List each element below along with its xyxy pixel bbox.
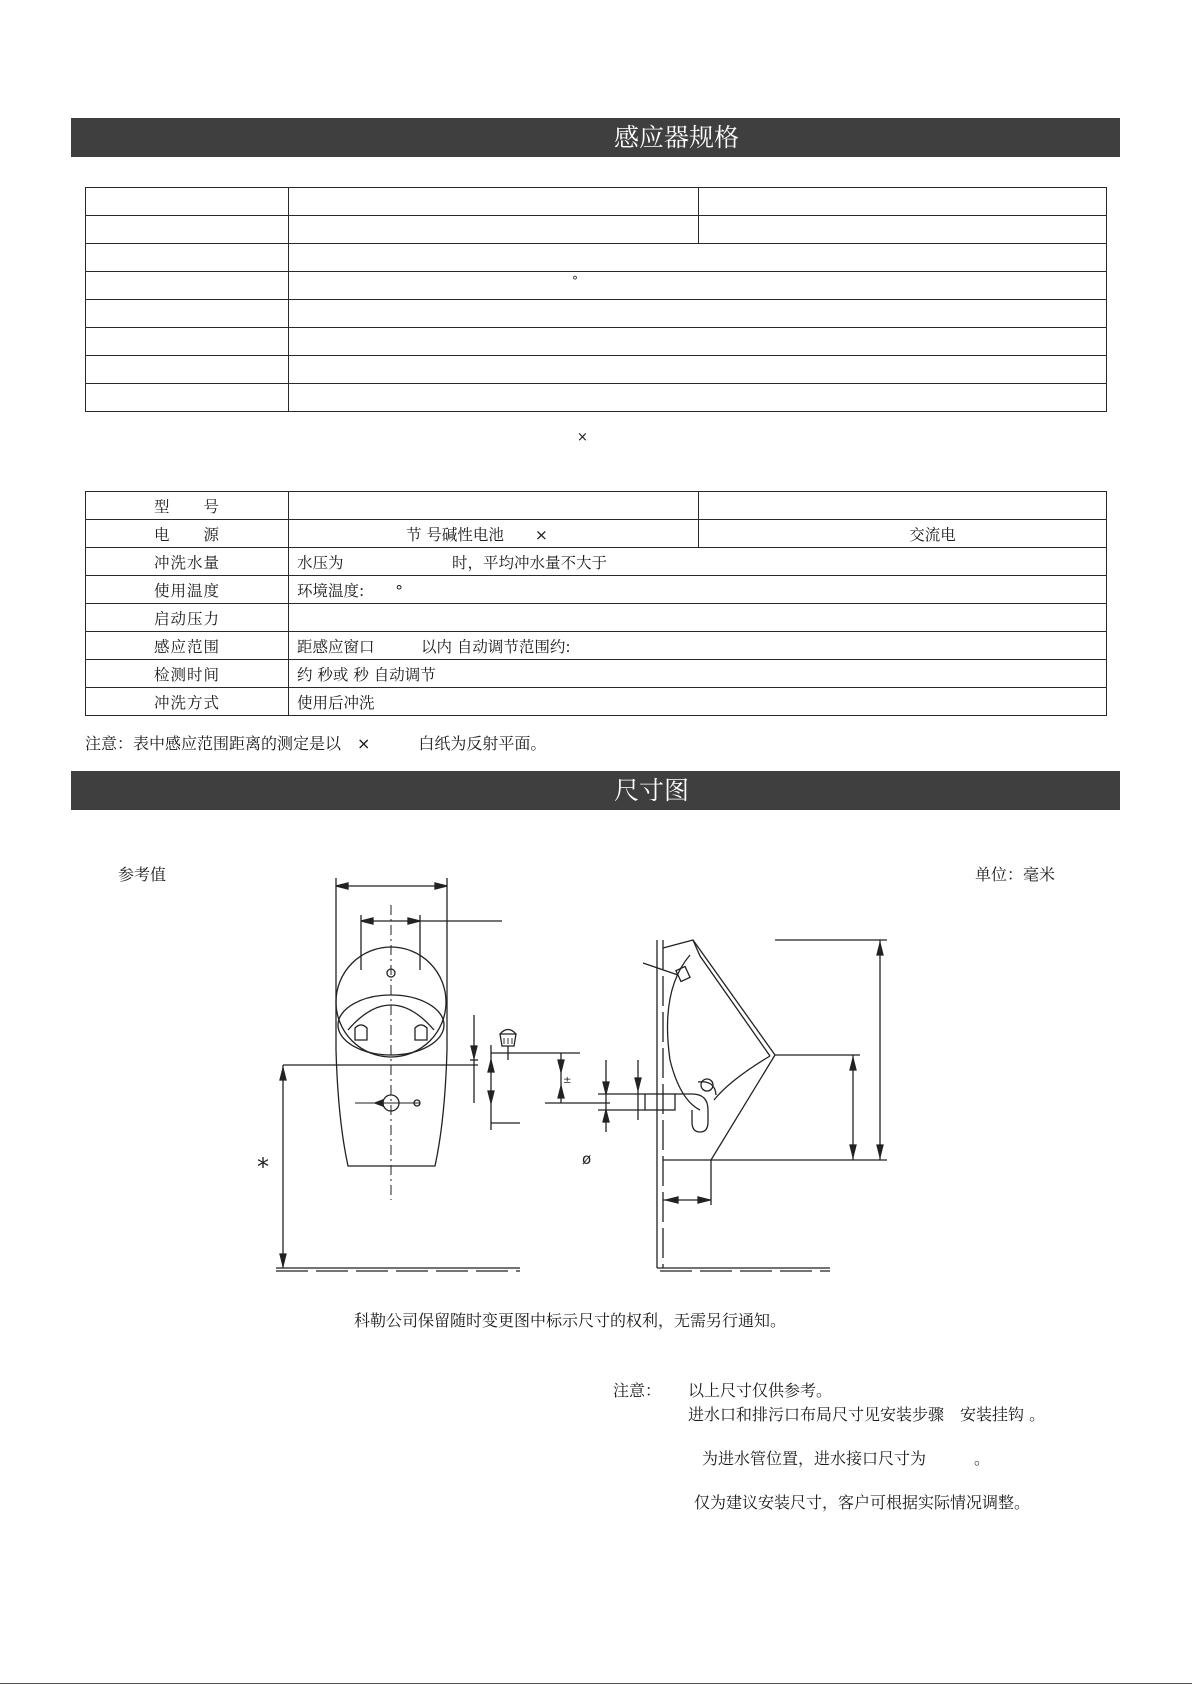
row-label: 冲洗水量: [86, 548, 289, 576]
side-view: [598, 940, 887, 1271]
row-label: 感应范围: [86, 632, 289, 660]
row-label: 启动压力: [86, 604, 289, 632]
spec-section-title: 感应器规格: [614, 123, 740, 152]
plus-minus-mark: ±: [563, 1075, 572, 1086]
row-value: 水压为 时，平均冲水量不大于: [289, 548, 1107, 576]
footer-note-label: 注意：: [613, 1381, 662, 1400]
power-battery-cell: 节 号碱性电池 ×: [289, 520, 699, 548]
bottom-rule: [0, 1683, 1192, 1684]
unit-label: 单位：毫米: [975, 865, 1056, 884]
front-view: [276, 878, 610, 1271]
times-mark: ×: [577, 430, 588, 445]
row-value: 环境温度: °: [289, 576, 1107, 604]
asterisk-mark: *: [257, 1153, 269, 1181]
degree-mark: °: [572, 274, 578, 288]
rights-notice: 科勒公司保留随时变更图中标示尺寸的权利，无需另行通知。: [354, 1311, 787, 1330]
row-value: 约 秒或 秒 自动调节: [289, 660, 1107, 688]
footer-note-4: 仅为建议安装尺寸，客户可根据实际情况调整。: [694, 1493, 1031, 1512]
row-label: 电 源: [86, 520, 289, 548]
row-label: 冲洗方式: [86, 688, 289, 716]
reference-label: 参考值: [118, 865, 167, 884]
row-value: 距感应窗口 以内 自动调节范围约:: [289, 632, 1107, 660]
footer-note-1: 以上尺寸仅供参考。: [688, 1381, 833, 1400]
row-label: 使用温度: [86, 576, 289, 604]
row-label: 检测时间: [86, 660, 289, 688]
spec-note: 注意：表中感应范围距离的测定是以 × 白纸为反射平面。: [85, 734, 547, 753]
row-value: 使用后冲洗: [289, 688, 1107, 716]
footer-note-2: 进水口和排污口布局尺寸见安装步骤 安装挂钩 。: [688, 1405, 1046, 1424]
footer-note-3: 为进水管位置，进水接口尺寸为 。: [702, 1449, 991, 1468]
diameter-symbol: ø: [582, 1150, 592, 1168]
dimension-section-title: 尺寸图: [614, 776, 690, 805]
power-ac-cell: 交流电: [699, 520, 1107, 548]
row-label: 型 号: [86, 492, 289, 520]
